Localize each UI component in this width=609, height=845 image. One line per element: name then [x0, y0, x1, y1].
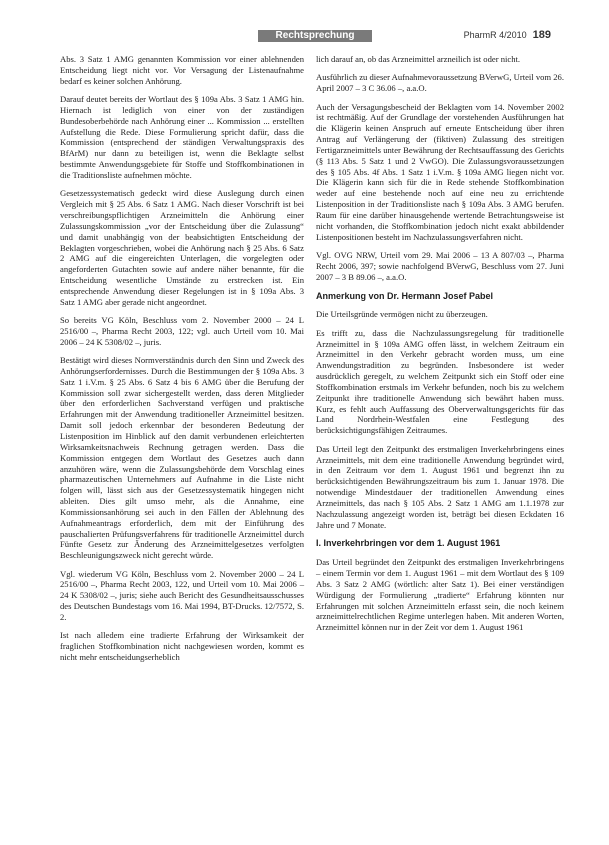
- section-heading: I. Inverkehrbringen vor dem 1. August 1961: [316, 538, 501, 549]
- journal-citation: [464, 29, 551, 41]
- paragraph: Das Urteil legt den Zeitpunkt des erstmaligen Inverkehrbringens eines Arzneimittels, mit dem eine traditionelle Anwendung begründet wird, in den Zeitraum vor dem 1. August 1961 und begrenzt ihn zu berücksichtigenden Bewährungszeitraum bis zum 1. Januar 1978. Die notwendige Mindestdauer der traditionellen Anwendung eines Arzneimittels, das nach § 105 Abs. 2 Satz 1 AMG am 1.1.1978 zur Nachzulassung angezeigt worden ist, beträgt bei diesen Eckdaten 16 Jahre und 7 Monate.: [316, 443, 564, 530]
- citation-paragraph: Vgl. wiederum VG Köln, Beschluss vom 2. November 2000 – 24 L 2516/00 –, Pharma Recht 2003, 122, und Urteil vom 10. Mai 2006 – 24 K 5308/02 –, juris; siehe auch Bericht des Gesundheitsausschusses des Deutschen Bundestags vom 16. Mai 1994, BT-Drucks. 12/7572, S. 2.: [60, 568, 304, 622]
- annotation-heading: Anmerkung von Dr. Hermann Josef Pabel: [316, 290, 494, 301]
- left-column: [60, 54, 304, 670]
- right-column: [316, 54, 564, 641]
- paragraph: Bestätigt wird dieses Normverständnis durch den Sinn und Zweck des Anhörungserfordernisses. Durch die Bestimmungen der § 109a Abs. 3 Satz 1 i.V.m. § 25 Abs. 6 Satz 4 bis 6 AMG über die Berufung der Kommission soll zwar sichergestellt werden, dass deren Mitglieder über den erforderlichen Sachverstand verfügen und praktische Erfahrungen mit der Anwendung traditioneller Arzneimittel besitzen. Damit soll jedoch erkennbar der besonderen Bedeutung der Listenposition im Hinblick auf den damit verbundenen erleichterten Wirksamkeitsnachweis Rechnung getragen werden. Dass die Kommission entgegen dem Wortlaut des Gesetzes auch dann anzuhören wäre, wenn die Zulassungsbehörde dem Vorschlag eines pharmazeutischen Unternehmers auf Aufnahme in die Liste nicht folgen will, lässt sich aus der Gesetzessystematik hingegen nicht ableiten. Dies gilt umso mehr, als die Annahme, eine Kommissionsanhörung sei auch in den Fällen der Ablehnung des Aufnahmeantrags erforderlich, dem mit der Einführung des pauschalierten Prüfungsverfahrens für traditionelle Arzneimittel durch Fünfte Gesetz zur Änderung des Arzneimittelgesetzes verfolgten Beschleunigungszweck nicht gerecht würde.: [60, 355, 304, 561]
- page-number: 189: [532, 29, 551, 41]
- paragraph: Die Urteilsgründe vermögen nicht zu überzeugen.: [316, 309, 488, 320]
- section-label: Rechtsprechung: [258, 30, 372, 42]
- page-header: [0, 0, 609, 40]
- paragraph: lich darauf an, ob das Arzneimittel arzneilich ist oder nicht.: [316, 54, 521, 64]
- paragraph: Gesetzessystematisch gedeckt wird diese Auslegung durch einen Vergleich mit § 25 Abs. 6 Satz 1 AMG. Nach dieser Vorschrift ist bei verschreibungspflichtigen Arzneimitteln die Anhörung einer Zulassungskommission „vor der Entscheidung über die Zulassung“ und damit unabhängig von der beabsichtigten Entscheidung der Beklagten vorgeschrieben, wobei die Anhörung nach § 25 Abs. 6 Satz 2 AMG auf die eingereichten Unterlagen, die vorgelegten oder angeforderten Gutachten sowie auf andere näher benannte, für die Entscheidung wesentliche Umstände zu erstrecken ist. Ein entsprechende Anwendung dieser Regelungen ist in § 109a Abs. 3 Satz 1 AMG aber gerade nicht angeordnet.: [60, 188, 304, 307]
- citation-paragraph: Ausführlich zu dieser Aufnahmevoraussetzung BVerwG, Urteil vom 26. April 2007 – 3 C 36.06 –, a.a.O.: [316, 72, 564, 94]
- paragraph: Abs. 3 Satz 1 AMG genannten Kommission vor einer ablehnenden Entscheidung liegt nicht vor. Vor Versagung der Listenaufnahme bedarf es keiner solchen Anhörung.: [60, 54, 304, 86]
- citation-paragraph: Vgl. OVG NRW, Urteil vom 29. Mai 2006 – 13 A 807/03 –, Pharma Recht 2006, 397; sowie nachfolgend BVerwG, Beschluss vom 27. Juni 2007 – 3 B 89.06 –, a.a.O.: [316, 250, 564, 282]
- paragraph: Es trifft zu, dass die Nachzulassungsregelung für traditionelle Arzneimittel in § 109a AMG offen lässt, in welchem Zeitraum ein Arzneimittel in den Verkehr gebracht worden muss, um eine Anwendungstradition zu begründen. Insbesondere ist weder ausdrücklich geregelt, zu welchem Zeitpunkt sich ein Stoff oder eine Stoffkombination erstmals im Verkehr befunden, noch bis zu welchem Zeitpunkt ihre traditionelle Anwendung sich bewährt haben muss. Kurz, es fehlt auch Auffassung des Oberverwaltungsgerichts für das Land Nordrhein-Westfalen eine Festlegung des berücksichtigungsfähigen Zeitraumes.: [316, 327, 564, 436]
- paragraph: Darauf deutet bereits der Wortlaut des § 109a Abs. 3 Satz 1 AMG hin. Hiernach ist lediglich von einer von der zuständigen Bundesoberbehörde nach Anhörung einer ... Kommission ... erstellten Aufstellung die Rede. Diese Formulierung spricht dafür, dass die Kommission (entsprechend der ständigen Verwaltungspraxis des BfArM) nur dann zu beteiligen ist, wenn die Beklagte selbst bestimmte Anwendungsgebiete für Stoffe und Stoffkombinationen in die Traditionsliste aufnehmen möchte.: [60, 94, 304, 180]
- journal-name: PharmR 4/2010: [463, 30, 527, 40]
- citation-paragraph: So bereits VG Köln, Beschluss vom 2. November 2000 – 24 L 2516/00 –, Pharma Recht 2003, 122; vgl. auch Urteil vom 10. Mai 2006 – 24 K 5308/02 –, juris.: [60, 315, 304, 347]
- paragraph: Das Urteil begründet den Zeitpunkt des erstmaligen Inverkehrbringens – einem Termin vor dem 1. August 1961 – mit dem Wortlaut des § 109 Abs. 3 Satz 2 AMG (wörtlich: alter Satz 1). Bei einer verständigen Würdigung der Formulierung „tradierte“ Erfahrung könnten nur Erfahrungen mit solchen Arzneimitteln erfasst sein, die noch keinem arzneimittelrechtlichen Regime unterlegen haben. Mit anderen Worten, Arzneimittel können nur in der Zeit vor dem 1. August 1961: [316, 557, 564, 633]
- paragraph: Auch der Versagungsbescheid der Beklagten vom 14. November 2002 ist rechtmäßig. Auf der Grundlage der vorstehenden Ausführungen hat die Klägerin keinen Anspruch auf erneute Entscheidung über ihren Antrag auf Verlängerung der (fiktiven) Zulassung des streitigen Fertigarzneimittels unter Bewährung der Rechtsauffassung des Gerichts (§ 113 Abs. 5 Satz 1 und 2 VwGO). Die Zulassungsvoraussetzungen des § 105 Abs. 4f Abs. 1 Satz 1 i.V.m. § 109a AMG liegen nicht vor. Die Klägerin kann sich für die in Rede stehende Stoffkombination weder auf eine bestehende noch auf eine neu zu errichtende Listenposition in der Traditionsliste nach § 109a Abs. 3 AMG berufen. Raum für eine darüber hinausgehende wertende Betrachtungsweise ist nicht vorhanden, die Stoffkombination jedoch nicht exakt abbildender Listenpositionen besteht im Nachzulassungsverfahren nicht.: [316, 101, 564, 242]
- paragraph: Ist nach alledem eine tradierte Erfahrung der Wirksamkeit der fraglichen Stoffkombination nicht nachgewiesen worden, kommt es nicht mehr entscheidungserheblich: [60, 630, 304, 663]
